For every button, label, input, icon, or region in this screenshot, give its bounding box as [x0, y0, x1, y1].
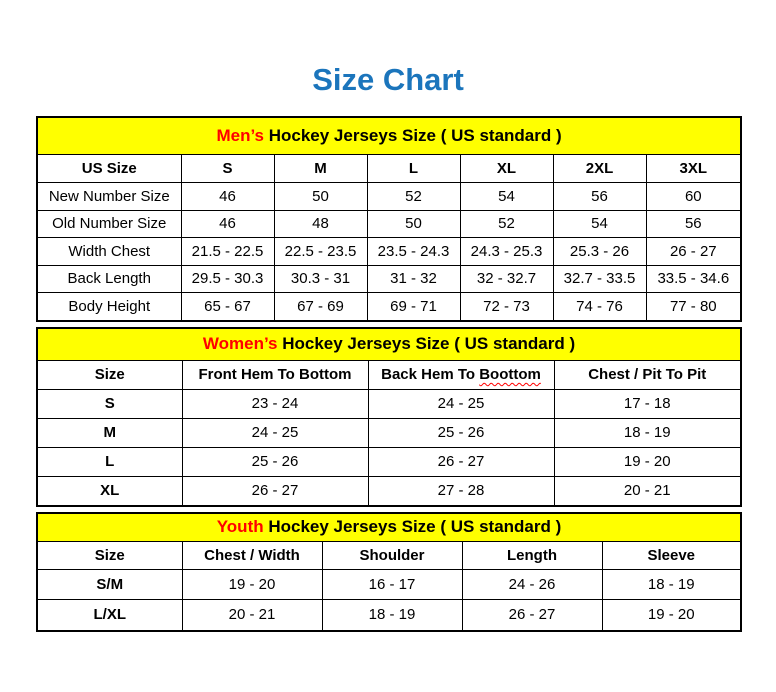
- womens-row-label: L: [37, 447, 182, 476]
- youth-header-row: [37, 541, 741, 569]
- mens-value-cell: 31 - 32: [367, 265, 460, 293]
- mens-value-cell: 48: [274, 210, 367, 238]
- womens-value-cell: 26 - 27: [182, 476, 368, 506]
- womens-size-table: [36, 327, 742, 507]
- youth-value-cell: 16 - 17: [322, 569, 462, 600]
- mens-value-cell: 32 - 32.7: [460, 265, 553, 293]
- mens-table-row: [37, 210, 741, 238]
- mens-column-header: M: [274, 155, 367, 183]
- womens-column-header: [368, 360, 554, 389]
- womens-value-cell: 24 - 25: [368, 389, 554, 418]
- womens-table-row: [37, 447, 741, 476]
- womens-value-cell: 26 - 27: [368, 447, 554, 476]
- mens-value-cell: 46: [181, 183, 274, 211]
- youth-table-row: [37, 600, 741, 631]
- mens-value-cell: 26 - 27: [646, 238, 741, 266]
- youth-row-label: S/M: [37, 569, 182, 600]
- womens-column-header: Size: [37, 360, 182, 389]
- mens-column-header: 2XL: [553, 155, 646, 183]
- mens-value-cell: 52: [460, 210, 553, 238]
- mens-table-row: [37, 265, 741, 293]
- mens-value-cell: 23.5 - 24.3: [367, 238, 460, 266]
- womens-value-cell: 18 - 19: [554, 418, 741, 447]
- womens-band-rest: Hockey Jerseys Size ( US standard ): [277, 334, 576, 353]
- youth-value-cell: 20 - 21: [182, 600, 322, 631]
- mens-value-cell: 50: [274, 183, 367, 211]
- mens-header-row: [37, 155, 741, 183]
- mens-row-label: Old Number Size: [37, 210, 181, 238]
- mens-size-table: [36, 116, 742, 322]
- mens-value-cell: 22.5 - 23.5: [274, 238, 367, 266]
- youth-value-cell: 19 - 20: [602, 600, 741, 631]
- youth-column-header: Shoulder: [322, 541, 462, 569]
- youth-size-table: [36, 512, 742, 632]
- mens-row-label: Back Length: [37, 265, 181, 293]
- womens-table-row: [37, 418, 741, 447]
- womens-value-cell: 17 - 18: [554, 389, 741, 418]
- youth-section-band: [37, 513, 741, 542]
- mens-value-cell: 60: [646, 183, 741, 211]
- mens-value-cell: 69 - 71: [367, 293, 460, 321]
- womens-column-header: Chest / Pit To Pit: [554, 360, 741, 389]
- mens-section-band: [37, 117, 741, 155]
- mens-value-cell: 33.5 - 34.6: [646, 265, 741, 293]
- youth-row-label: L/XL: [37, 600, 182, 631]
- womens-column-header-prefix: Back Hem To: [381, 366, 480, 383]
- womens-table-row: [37, 389, 741, 418]
- mens-value-cell: 29.5 - 30.3: [181, 265, 274, 293]
- mens-row-label: New Number Size: [37, 183, 181, 211]
- mens-value-cell: 74 - 76: [553, 293, 646, 321]
- womens-value-cell: 25 - 26: [368, 418, 554, 447]
- mens-column-header: XL: [460, 155, 553, 183]
- mens-value-cell: 50: [367, 210, 460, 238]
- youth-value-cell: 26 - 27: [462, 600, 602, 631]
- womens-column-header-misspelled-word: Boottom: [479, 366, 541, 383]
- mens-table-row: [37, 183, 741, 211]
- womens-row-label: XL: [37, 476, 182, 506]
- mens-value-cell: 32.7 - 33.5: [553, 265, 646, 293]
- womens-value-cell: 24 - 25: [182, 418, 368, 447]
- mens-value-cell: 77 - 80: [646, 293, 741, 321]
- womens-section-band: [37, 328, 741, 361]
- mens-value-cell: 67 - 69: [274, 293, 367, 321]
- womens-value-cell: 23 - 24: [182, 389, 368, 418]
- womens-value-cell: 27 - 28: [368, 476, 554, 506]
- youth-column-header: Size: [37, 541, 182, 569]
- mens-row-label: Width Chest: [37, 238, 181, 266]
- mens-row-label: Body Height: [37, 293, 181, 321]
- mens-value-cell: 52: [367, 183, 460, 211]
- youth-value-cell: 24 - 26: [462, 569, 602, 600]
- youth-value-cell: 18 - 19: [602, 569, 741, 600]
- youth-column-header: Sleeve: [602, 541, 741, 569]
- youth-band-rest: Hockey Jerseys Size ( US standard ): [263, 517, 562, 536]
- womens-header-row: [37, 360, 741, 389]
- mens-value-cell: 72 - 73: [460, 293, 553, 321]
- youth-value-cell: 18 - 19: [322, 600, 462, 631]
- mens-column-header: US Size: [37, 155, 181, 183]
- mens-value-cell: 24.3 - 25.3: [460, 238, 553, 266]
- size-chart-page: [36, 0, 740, 632]
- youth-column-header: Length: [462, 541, 602, 569]
- youth-table-row: [37, 569, 741, 600]
- mens-value-cell: 54: [553, 210, 646, 238]
- womens-table-row: [37, 476, 741, 506]
- mens-value-cell: 56: [646, 210, 741, 238]
- youth-value-cell: 19 - 20: [182, 569, 322, 600]
- womens-row-label: M: [37, 418, 182, 447]
- mens-value-cell: 30.3 - 31: [274, 265, 367, 293]
- mens-band-rest: Hockey Jerseys Size ( US standard ): [264, 126, 562, 145]
- womens-row-label: S: [37, 389, 182, 418]
- mens-value-cell: 21.5 - 22.5: [181, 238, 274, 266]
- mens-value-cell: 65 - 67: [181, 293, 274, 321]
- youth-band-highlight: Youth: [216, 517, 264, 536]
- mens-section-title: [37, 117, 741, 155]
- youth-section-title: [37, 513, 741, 542]
- mens-value-cell: 25.3 - 26: [553, 238, 646, 266]
- mens-column-header: S: [181, 155, 274, 183]
- womens-section-title: [37, 328, 741, 361]
- mens-band-highlight: Men’s: [216, 126, 264, 145]
- mens-value-cell: 54: [460, 183, 553, 211]
- mens-table-row: [37, 293, 741, 321]
- mens-column-header: 3XL: [646, 155, 741, 183]
- womens-value-cell: 20 - 21: [554, 476, 741, 506]
- youth-column-header: Chest / Width: [182, 541, 322, 569]
- mens-column-header: L: [367, 155, 460, 183]
- womens-value-cell: 19 - 20: [554, 447, 741, 476]
- mens-table-row: [37, 238, 741, 266]
- page-title: Size Chart: [312, 62, 464, 97]
- mens-value-cell: 46: [181, 210, 274, 238]
- womens-column-header: Front Hem To Bottom: [182, 360, 368, 389]
- womens-value-cell: 25 - 26: [182, 447, 368, 476]
- womens-band-highlight: Women’s: [202, 334, 278, 353]
- mens-value-cell: 56: [553, 183, 646, 211]
